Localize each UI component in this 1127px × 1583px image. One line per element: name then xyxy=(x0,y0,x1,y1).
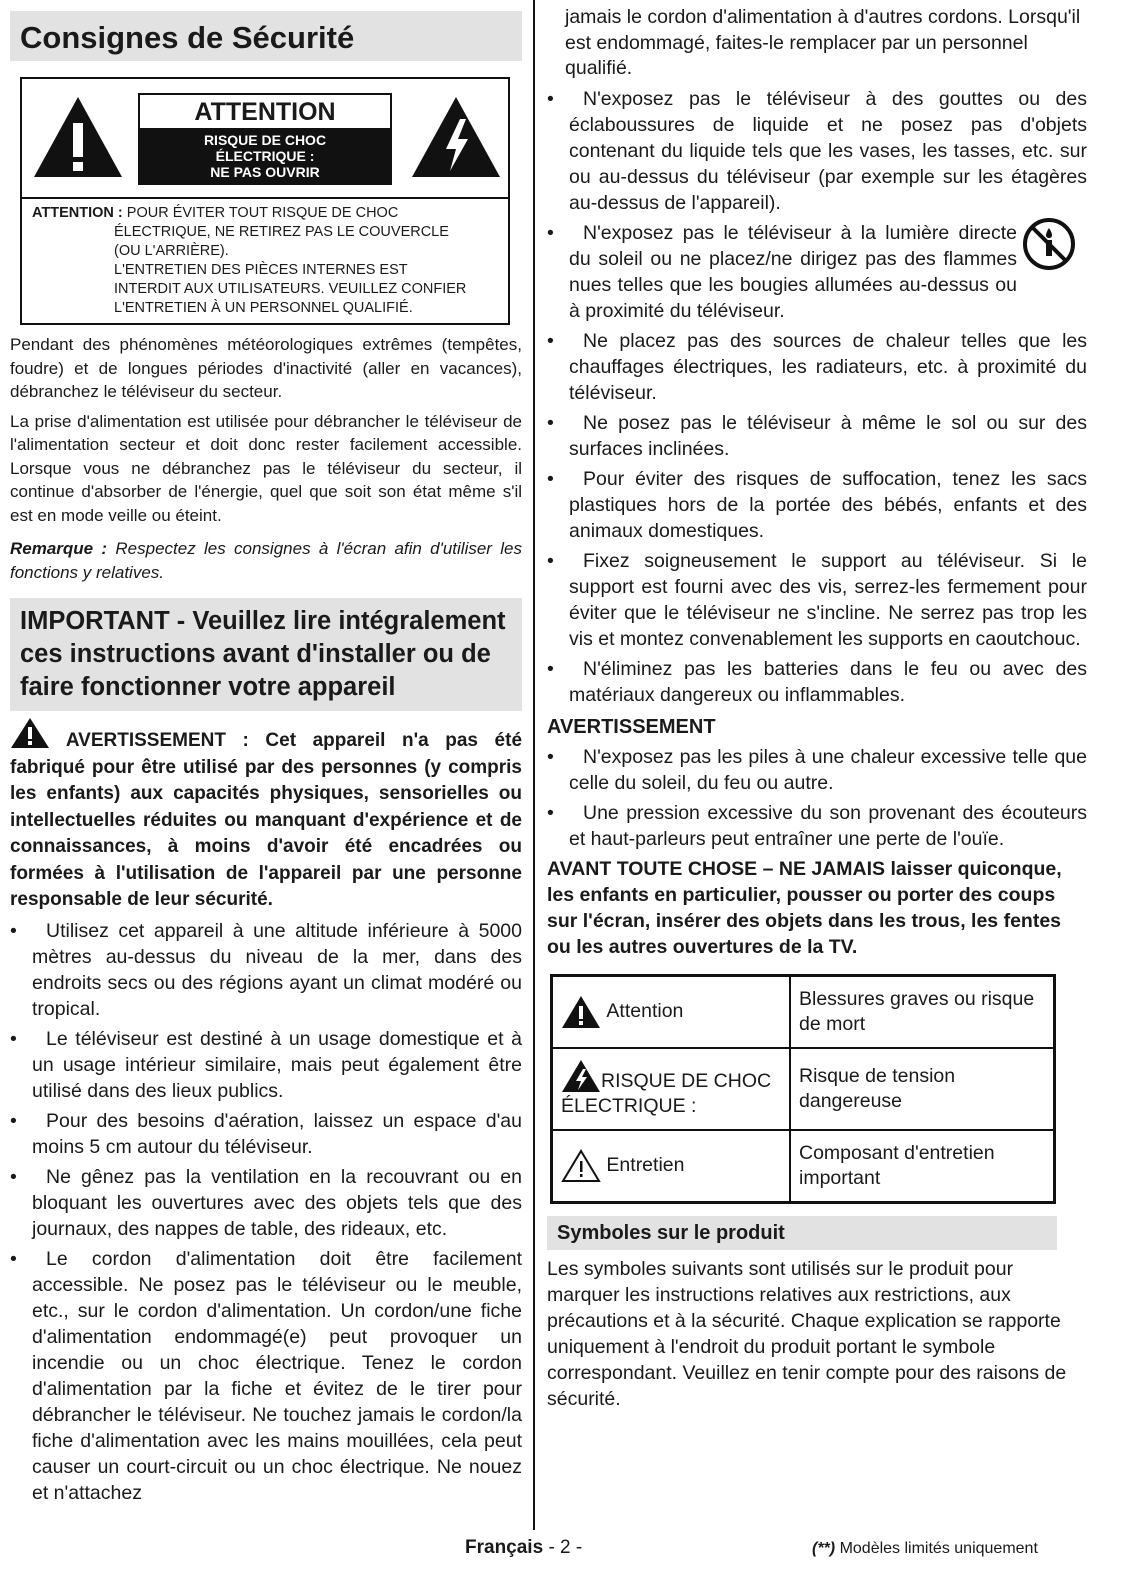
no-candle-icon xyxy=(1021,216,1077,272)
warning-line: L'ENTRETIEN DES PIÈCES INTERNES EST xyxy=(114,262,408,278)
warning-triangle-icon xyxy=(561,995,601,1029)
list-item xyxy=(10,1026,522,1104)
symbol-cell xyxy=(552,1130,791,1203)
avertissement-text: Cet appareil n'a pas été fabriqué pour être utilisé par des personnes (y compris les enfants) aux capacités physiques, sensorielles ou intellectuelles réduites ou manquant d'expérience et de connaissances, à moins d'avoir été encadrées ou formées à l'utilisation de l'appareil par une personne responsable de leur sécurité. xyxy=(10,730,523,910)
footer-note-text: Modèles limités uniquement xyxy=(839,1540,1038,1557)
table-row xyxy=(552,1130,1055,1203)
symbols-paragraph: Les symboles suivants sont utilisés sur le produit pour marquer les instructions relatives aux restrictions, aux précautions et à la sécurité. Chaque explication se rapporte uniquement à l'endroit du produit portant le symbole correspondant. Veuillez en tenir compte pour des raisons de sécurité. xyxy=(547,1257,1067,1410)
symbol-cell xyxy=(552,975,791,1048)
left-bullet-list xyxy=(10,918,522,1506)
avertissement-heading: AVERTISSEMENT xyxy=(547,715,716,738)
symbol-description: Risque de tension dangereuse xyxy=(790,1048,1055,1130)
power-plug-paragraph: La prise d'alimentation est utilisée pour débrancher le téléviseur de l'alimentation secteur et doit donc rester facilement accessible. Lorsque vous ne débranchez pas le téléviseur du secteur, il continue d'absorber de l'énergie, quel que soit son état même s'il est en mode veille ou éteint. xyxy=(10,411,522,525)
list-item-text: Fixez soigneusement le support au téléviseur. Si le support est fourni avec des vis, serrez-les fermement pour éviter que le téléviseur ne s'incline. Ne serrez pas trop les vis et montez convenablement les supports en caoutchouc. xyxy=(569,549,1087,650)
warning-triangle-icon xyxy=(10,717,50,749)
left-column xyxy=(10,0,522,1506)
list-item xyxy=(10,1108,522,1160)
remark-paragraph xyxy=(10,537,522,584)
avertissement-paragraph xyxy=(10,717,522,914)
list-item-text: Pour des besoins d'aération, laissez un espace d'au moins 5 cm autour du téléviseur. xyxy=(32,1109,522,1158)
page-footer xyxy=(465,1537,582,1559)
remark-label: Remarque : xyxy=(10,539,108,558)
list-item xyxy=(10,1246,522,1506)
bold-warning-paragraph: AVANT TOUTE CHOSE – NE JAMAIS laisser quiconque, les enfants en particulier, pousser ou porter des coups sur l'écran, insérer des objets dans les trous, les fentes ou les autres ouvertures de la TV. xyxy=(547,857,1062,958)
warning-line: ÉLECTRIQUE, NE RETIREZ PAS LE COUVERCLE xyxy=(114,224,449,240)
weather-paragraph: Pendant des phénomènes météorologiques extrêmes (tempêtes, foudre) et de longues périodes d'inactivité (aller en vacances), débranchez le téléviseur du secteur. xyxy=(10,335,522,401)
footer-note-mark: (**) xyxy=(812,1540,836,1557)
list-item-text: Une pression excessive du son provenant des écouteurs et haut-parleurs peut entraîner une perte de l'ouïe. xyxy=(569,801,1087,850)
footer-note xyxy=(812,1540,1038,1558)
list-item xyxy=(10,1164,522,1242)
list-item-text: Le cordon d'alimentation doit être facilement accessible. Ne posez pas le téléviseur ou le meuble, etc., sur le cordon d'alimentation. Un cordon/une fiche d'alimentation endommagé(e) peut provoquer un incendie ou un choc électrique. Tenez le cordon d'alimentation par la fiche et évitez de le tirer pour débrancher le téléviseur. Ne touchez jamais le cordon/la fiche d'alimentation avec les mains mouillées, cela peut causer un court-circuit ou un choc électrique. Ne nouez et n'attachez xyxy=(32,1247,522,1504)
list-item xyxy=(547,86,1087,216)
symbol-cell xyxy=(552,1048,791,1130)
list-item xyxy=(547,800,1087,852)
list-item-text: Ne posez pas le téléviseur à même le sol ou sur des surfaces inclinées. xyxy=(569,411,1087,460)
footer-language: Français xyxy=(465,1537,544,1558)
lightning-triangle-icon xyxy=(561,1059,601,1093)
symbol-description: Composant d'entretien important xyxy=(790,1130,1055,1203)
electric-shock-warning-box xyxy=(20,77,510,325)
symbol-table xyxy=(550,974,1056,1204)
list-item-text: Utilisez cet appareil à une altitude inférieure à 5000 mètres au-dessus du niveau de la mer, dans des endroits secs ou des régions ayant un climat modéré ou tropical. xyxy=(32,919,522,1020)
list-item xyxy=(547,548,1087,652)
attention-sub-line: RISQUE DE CHOC xyxy=(203,132,327,148)
avertissement-bullet-list xyxy=(547,744,1087,852)
warning-line: (OU L'ARRIÈRE). xyxy=(114,243,229,259)
list-item xyxy=(547,410,1087,462)
page-title: Consignes de Sécurité xyxy=(10,11,522,61)
avertissement-label: AVERTISSEMENT : xyxy=(65,730,249,751)
symbol-label: Attention xyxy=(606,1000,684,1022)
list-item-text: N'éliminez pas les batteries dans le feu ou avec des matériaux dangereux ou inflammables. xyxy=(569,657,1087,706)
warning-text xyxy=(22,199,508,318)
warning-line: POUR ÉVITER TOUT RISQUE DE CHOC xyxy=(126,205,399,221)
attention-label xyxy=(138,93,392,185)
attention-subtext xyxy=(140,128,390,183)
page-number: - 2 - xyxy=(548,1537,583,1558)
list-item xyxy=(547,220,1087,324)
list-item-text: N'exposez pas les piles à une chaleur excessive telle que celle du soleil, du feu ou autre. xyxy=(569,745,1087,794)
right-bullet-list xyxy=(547,86,1087,708)
exclamation-triangle-icon xyxy=(32,95,124,179)
lightning-triangle-icon xyxy=(410,95,502,179)
list-item xyxy=(547,656,1087,708)
warning-line: INTERDIT AUX UTILISATEURS. VEUILLEZ CONFIER xyxy=(114,281,467,297)
list-item xyxy=(547,466,1087,544)
important-heading: IMPORTANT - Veuillez lire intégralement ces instructions avant d'installer ou de faire fonctionner votre appareil xyxy=(10,598,522,711)
attention-sub-line: NE PAS OUVRIR xyxy=(210,164,320,180)
list-item-text: Le téléviseur est destiné à un usage domestique et à un usage intérieur similaire, mais peut également être utilisé dans des lieux publics. xyxy=(32,1027,522,1102)
continued-text: jamais le cordon d'alimentation à d'autres cordons. Lorsqu'il est endommagé, faites-le remplacer par un personnel qualifié. xyxy=(565,6,1081,79)
list-item xyxy=(547,328,1087,406)
list-item-text: N'exposez pas le téléviseur à des gouttes ou des éclaboussures de liquide et ne posez pas d'objets contenant du liquide tels que les vases, les tasses, etc. sur ou au-dessus du téléviseur (par exemple sur les étagères au-dessus de l'appareil). xyxy=(569,87,1087,214)
symbol-label: RISQUE DE CHOC ÉLECTRIQUE : xyxy=(561,1069,772,1117)
column-divider xyxy=(533,0,535,1530)
symbols-heading: Symboles sur le produit xyxy=(547,1216,1057,1250)
remark-text: Respectez les consignes à l'écran afin d'utiliser les fonctions y relatives. xyxy=(10,539,522,582)
outline-warning-triangle-icon xyxy=(561,1149,601,1183)
table-row xyxy=(552,975,1055,1048)
symbol-label: Entretien xyxy=(606,1154,685,1176)
attention-heading: ATTENTION xyxy=(194,98,336,126)
list-item-text: Ne placez pas des sources de chaleur telles que les chauffages électriques, les radiateurs, etc. à proximité du téléviseur. xyxy=(569,329,1087,404)
warning-line: L'ENTRETIEN À UN PERSONNEL QUALIFIÉ. xyxy=(114,300,413,316)
list-item xyxy=(10,918,522,1022)
symbol-description: Blessures graves ou risque de mort xyxy=(790,975,1055,1048)
list-item xyxy=(547,744,1087,796)
right-column xyxy=(547,0,1087,1412)
table-row xyxy=(552,1048,1055,1130)
list-item-text: N'exposez pas le téléviseur à la lumière directe du soleil ou ne placez/ne dirigez pas des flammes nues telles que les bougies allumées au-dessus ou à proximité du téléviseur. xyxy=(569,221,1017,322)
attention-sub-line: ÉLECTRIQUE : xyxy=(215,148,315,164)
warning-label: ATTENTION : xyxy=(32,205,123,221)
list-item-text: Pour éviter des risques de suffocation, tenez les sacs plastiques hors de la portée des bébés, enfants et des animaux domestiques. xyxy=(569,467,1087,542)
list-item-text: Ne gênez pas la ventilation en la recouvrant ou en bloquant les ouvertures avec des objets tels que des journaux, des nappes de table, des rideaux, etc. xyxy=(32,1165,522,1240)
